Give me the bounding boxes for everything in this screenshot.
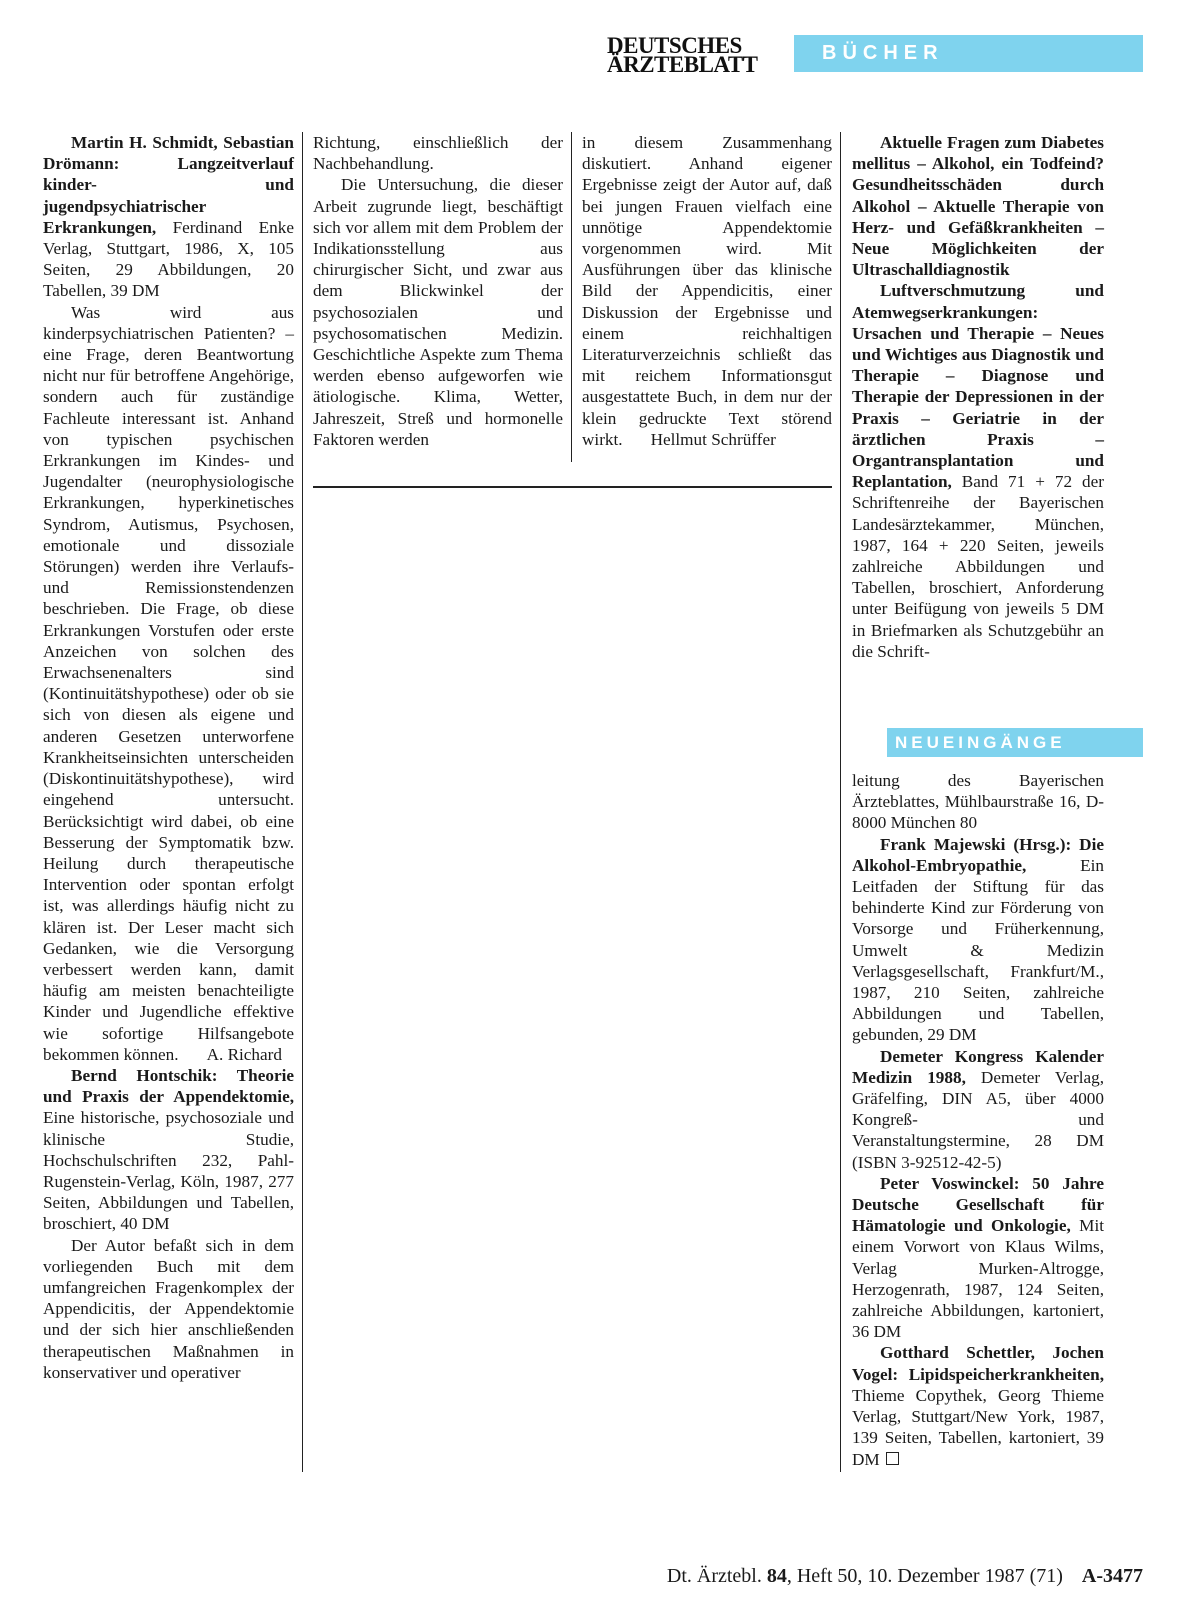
new-book-3-biblio: Demeter Verlag, Gräfelfing, DIN A5, über 4000 Kongreß- und Veranstaltungstermine, 28 DM (ISBN 3-92512-42-5)	[852, 1067, 1104, 1172]
review-2-body-part1-cont: Richtung, einschließlich der Nachbehandlung.	[313, 133, 563, 174]
column-4-top	[852, 132, 1104, 662]
review-1-body: Was wird aus kinderpsychiatrischen Patienten? – eine Frage, deren Beantwortung nicht nur für betroffene Angehörige, sondern auch für zuständige Fachleute interessant ist. Anhand von typischen psychischen Erkrankungen im Kindes- und Jugendalter (neurophysiologische Erkrankungen, hyperkinetisches Syndrom, Autismus, Psychosen, emotionale und dissoziale Störungen) werden ihre Verlaufs- und Remissionstendenzen beschrieben. Die Frage, ob diese Erkrankungen Vorstufen oder erste Anzeichen von solchen des Erwachsenenalters sind (Kontinuitätshypothese) oder ob sie sich von diesen als eigene und anderen Gesetzen unterworfene Krankheitseinsichten unterscheiden (Diskontinuitätshypothese), wird eingehend untersucht. Berücksichtigt wird dabei, ob eine Besserung der Symptomatik bzw. Heilung durch therapeutische Intervention oder spontan erfolgt ist, was allerdings häufig nicht zu klären ist. Der Leser macht sich Gedanken, wie die Versorgung verbessert werden kann, damit häufig am meisten benachteiligte Kinder und Jugendliche effektive wie sofortige Hilfsangebote bekommen können. A. Richard	[43, 302, 294, 1064]
new-book-1b-title: Luftverschmutzung und Atemwegserkrankungen: Ursachen und Therapie – Neues und Wichtiges aus Diagnostik und Therapie – Diagnose und Therapie der Depressionen in der Praxis – Geriatrie in der ärztlichen Praxis – Organtransplantation und Replantation,	[852, 281, 1104, 492]
new-book-3	[852, 1046, 1104, 1173]
review-1-biblio: Ferdinand Enke Verlag, Stuttgart, 1986, X, 105 Seiten, 29 Abbildungen, 20 Tabellen, 39 DM	[43, 217, 294, 301]
masthead-line1: DEUTSCHES	[607, 33, 742, 58]
new-book-1b-heading	[852, 280, 1104, 662]
new-book-1-heading	[852, 132, 1104, 280]
column-divider-1	[302, 132, 303, 1472]
reviews-end-rule	[313, 486, 832, 488]
new-book-1-biblio: Band 71 + 72 der Schriftenreihe der Bayerischen Landesärztekammer, München, 1987, 164 + 220 Seiten, jeweils zahlreiche Abbildungen und Tabellen, broschiert, Anforderung unter Beifügung von jeweils 5 DM in Briefmarken als Schutzgebühr an die Schrift-	[852, 472, 1104, 661]
footer-page-number: A-3477	[1081, 1565, 1143, 1587]
new-book-5-title: Gotthard Schettler, Jochen Vogel: Lipidspeicherkrankheiten,	[852, 1343, 1104, 1384]
review-2-body-part2: Die Untersuchung, die dieser Arbeit zugrunde liegt, beschäftigt sich vor allem mit dem Problem der Indikationsstellung aus chirurgischer Sicht, und zwar aus dem Blickwinkel der psychosozialen und psychosomatischen Medizin. Geschichtliche Aspekte zum Thema werden ebenso aufgeworfen wie ätiologische. Klima, Wetter, Jahreszeit, Streß und hormonelle Faktoren werden	[313, 175, 563, 449]
column-3	[582, 132, 832, 450]
review-1-title: Martin H. Schmidt, Sebastian Drömann: Langzeitverlauf kinder- und jugendpsychiatrischer Erkrankungen,	[43, 133, 294, 237]
new-book-3-title: Demeter Kongress Kalender Medizin 1988,	[852, 1046, 1104, 1087]
column-2	[313, 132, 563, 450]
column-divider-2	[571, 132, 572, 462]
review-2-body-part2-cont: in diesem Zusammenhang diskutiert. Anhand eigener Ergebnisse zeigt der Autor auf, daß bei jungen Frauen vielfach eine unnötige Appendektomie vorgenommen wird. Mit Ausführungen über das klinische Bild der Appendicitis, einer Diskussion der Ergebnisse und einem reichhaltigen Literaturverzeichnis schließt das mit reichem Informationsgut ausgestattete Buch, in dem nur der klein gedruckte Text störend wirkt. Hellmut Schrüffer	[582, 133, 832, 449]
new-book-1-title: Aktuelle Fragen zum Diabetes mellitus – Alkohol, ein Todfeind? Gesundheitsschäden durch Alkohol – Aktuelle Therapie von Herz- und Gefäßkrankheiten – Neue Möglichkeiten der Ultraschalldiagnostik	[852, 133, 1104, 280]
new-book-2	[852, 834, 1104, 1046]
new-book-1-biblio-cont: leitung des Bayerischen Ärzteblattes, Mühlbaurstraße 16, D-8000 München 80	[852, 771, 1104, 833]
section-banner-neueingaenge: NEUEINGÄNGE	[887, 728, 1143, 757]
new-book-2-biblio: Ein Leitfaden der Stiftung für das behinderte Kind zur Förderung von Vorsorge und Früherkennung, Umwelt & Medizin Verlagsgesellschaft, Frankfurt/M., 1987, 210 Seiten, zahlreiche Abbildungen und Tabellen, gebunden, 29 DM	[852, 855, 1104, 1045]
review-2-biblio: Eine historische, psychosoziale und klinische Studie, Hochschulschriften 232, Pahl-Rugenstein-Verlag, Köln, 1987, 277 Seiten, Abbildungen und Tabellen, broschiert, 40 DM	[43, 1108, 294, 1234]
masthead-logo	[607, 33, 767, 77]
review-2-author: Hellmut Schrüffer	[650, 429, 776, 449]
new-book-4-title: Peter Voswinckel: 50 Jahre Deutsche Gesellschaft für Hämatologie und Onkologie,	[852, 1173, 1104, 1236]
column-4-bottom	[852, 770, 1104, 1470]
masthead-line2: ÄRZTEBLATT	[607, 52, 758, 77]
review-1-author: A. Richard	[206, 1044, 282, 1064]
new-book-2-title: Frank Majewski (Hrsg.): Die Alkohol-Embryopathie,	[852, 834, 1104, 875]
end-mark-icon	[886, 1452, 899, 1465]
new-book-5	[852, 1342, 1104, 1469]
footer-issue: , Heft 50, 10. Dezember 1987 (71)	[786, 1565, 1063, 1587]
new-book-5-biblio: Thieme Copythek, Georg Thieme Verlag, Stuttgart/New York, 1987, 139 Seiten, Tabellen, kartoniert, 39 DM	[852, 1385, 1104, 1469]
page-footer	[580, 1565, 1143, 1588]
review-2-body-part1: Der Autor befaßt sich in dem vorliegenden Buch mit dem umfangreichen Fragenkomplex der Appendicitis, der Appendektomie und der sich hier anschließenden therapeutischen Maßnahmen in konservativer und operativer	[43, 1235, 294, 1382]
new-book-4	[852, 1173, 1104, 1343]
footer-journal: Dt. Ärztebl.	[666, 1565, 762, 1587]
review-1-heading	[43, 132, 294, 302]
review-2-heading	[43, 1065, 294, 1235]
section-banner-buecher: BÜCHER	[794, 35, 1143, 72]
new-book-4-biblio: Mit einem Vorwort von Klaus Wilms, Verlag Murken-Altrogge, Herzogenrath, 1987, 124 Seiten, zahlreiche Abbildungen, kartoniert, 36 DM	[852, 1216, 1104, 1342]
column-1	[43, 132, 294, 1383]
footer-volume: 84	[766, 1565, 787, 1587]
column-divider-3	[840, 132, 841, 1472]
review-2-title: Bernd Hontschik: Theorie und Praxis der Appendektomie,	[43, 1065, 294, 1107]
